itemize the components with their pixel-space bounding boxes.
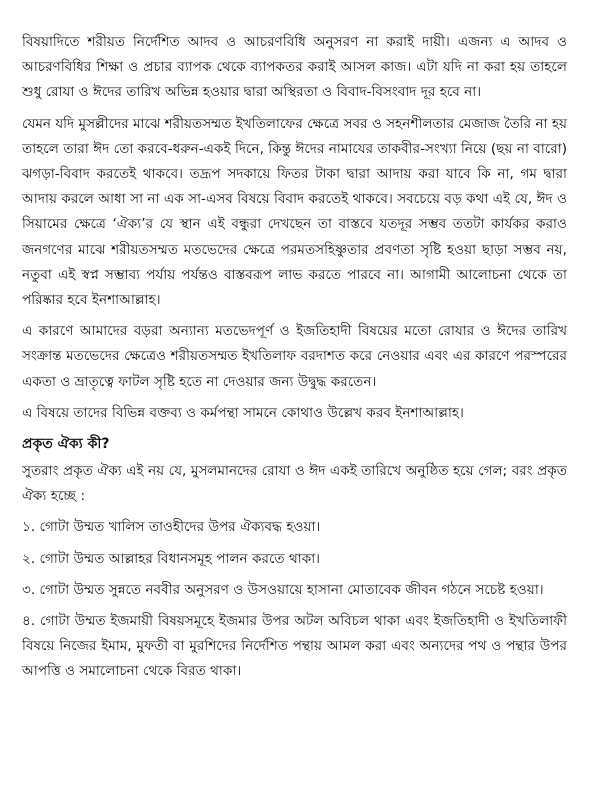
list-item-1: ১. গোটা উম্মত খালিস তাওহীদের উপর ঐক্যবদ্ধ হওয়া। [22, 519, 321, 536]
list-item-2: ২. গোটা উম্মত আল্লাহর বিধানসমূহ পালন করতে থাকা। [22, 550, 321, 567]
paragraph-3: এ কারণে আমাদের বড়রা অন্যান্য মতভেদপূর্ণ ও ইজতিহাদী বিষয়ের মতো রোযার ও ঈদের তারিখ সংক্রান্ত মতভেদের ক্ষেত্রেও শরীয়তসম্মত ইখতিলাফ বরদাশত করে নেওয়ার এবং এর কারণে পরস্পরের একতা ও ভ্রাতৃত্বে ফাটল সৃষ্টি হতে না দেওয়ার জন্য উদ্বুদ্ধ করতেন। [22, 323, 567, 390]
list-item-3: ৩. গোটা উম্মত সুন্নতে নববীর অনুসরণ ও উসওয়ায়ে হাসানা মোতাবেক জীবন গঠনে সচেষ্ট হওয়া। [22, 581, 544, 598]
section-heading: প্রকৃত ঐক্য কী? [22, 436, 110, 453]
paragraph-2: যেমন যদি মুসল্লীদের মাঝে শরীয়তসম্মত ইখতিলাফের ক্ষেত্রে সবর ও সহনশীলতার মেজাজ তৈরি না হয় তাহলে তারা ঈদ তো করবে-ধরুন-একই দিনে, কিন্তু ঈদের নামাযের তাকবীর-সংখ্যা নিয়ে (ছয় না বারো) ঝগড়া-বিবাদ করতেই থাকবে। তদ্রূপ সদকায়ে ফিতর টাকা দ্বারা আদায় করা যাবে কি না, গম দ্বারা আদায় করলে আধা সা না এক সা-এসব বিষয়ে বিবাদ করতেই থাকবে। সবচেয়ে বড় কথা এই যে, ঈদ ও সিয়ামের ক্ষেত্রে ‘ঐক্য’র যে স্থান এই বন্ধুরা দেখছেন তা বাস্তবে যতদূর সম্ভব ততটা কার্যকর করাও জনগণের মাঝে শরীয়তসম্মত মতভেদের ক্ষেত্রে পরমতসহিষ্ণুতার প্রবণতা সৃষ্টি হওয়া ছাড়া সম্ভব নয়, নতুবা এই স্বপ্ন সম্ভাব্য পর্যায় পর্যন্তও বাস্তবরূপ লাভ করতে পারবে না। আগামী আলোচনা থেকে তা পরিষ্কার হবে ইনশাআল্লাহ। [22, 115, 567, 309]
list-item-4: ৪. গোটা উম্মত ইজমায়ী বিষয়সমূহে ইজমার উপর অটল অবিচল থাকা এবং ইজতিহাদী ও ইখতিলাফী বিষয়ে নিজের ইমাম, মুফতী বা মুরশিদের নির্দেশিত পন্থায় আমল করা এবং অন্যদের পথ ও পন্থার উপর আপত্তি ও সমালোচনা থেকে বিরত থাকা। [22, 613, 567, 680]
paragraph-1: বিষয়াদিতে শরীয়ত নির্দেশিত আদব ও আচরণবিধি অনুসরণ না করাই দায়ী। এজন্য এ আদব ও আচরণবিধির শিক্ষা ও প্রচার ব্যাপক থেকে ব্যাপকতর করাই আসল কাজ। এটা যদি না করা হয় তাহলে শুধু রোযা ও ঈদের তারিখ অভিন্ন হওয়ার দ্বারা অস্থিরতা ও বিবাদ-বিসংবাদ দূর হবে না। [22, 34, 567, 101]
section-intro: সুতরাং প্রকৃত ঐক্য এই নয় যে, মুসলমানদের রোযা ও ঈদ একই তারিখে অনুষ্ঠিত হয়ে গেল; বরং প্রকৃত ঐক্য হচ্ছে : [22, 463, 567, 505]
paragraph-4: এ বিষয়ে তাদের বিভিন্ন বক্তব্য ও কর্মপন্থা সামনে কোথাও উল্লেখ করব ইনশাআল্লাহ। [22, 404, 464, 421]
